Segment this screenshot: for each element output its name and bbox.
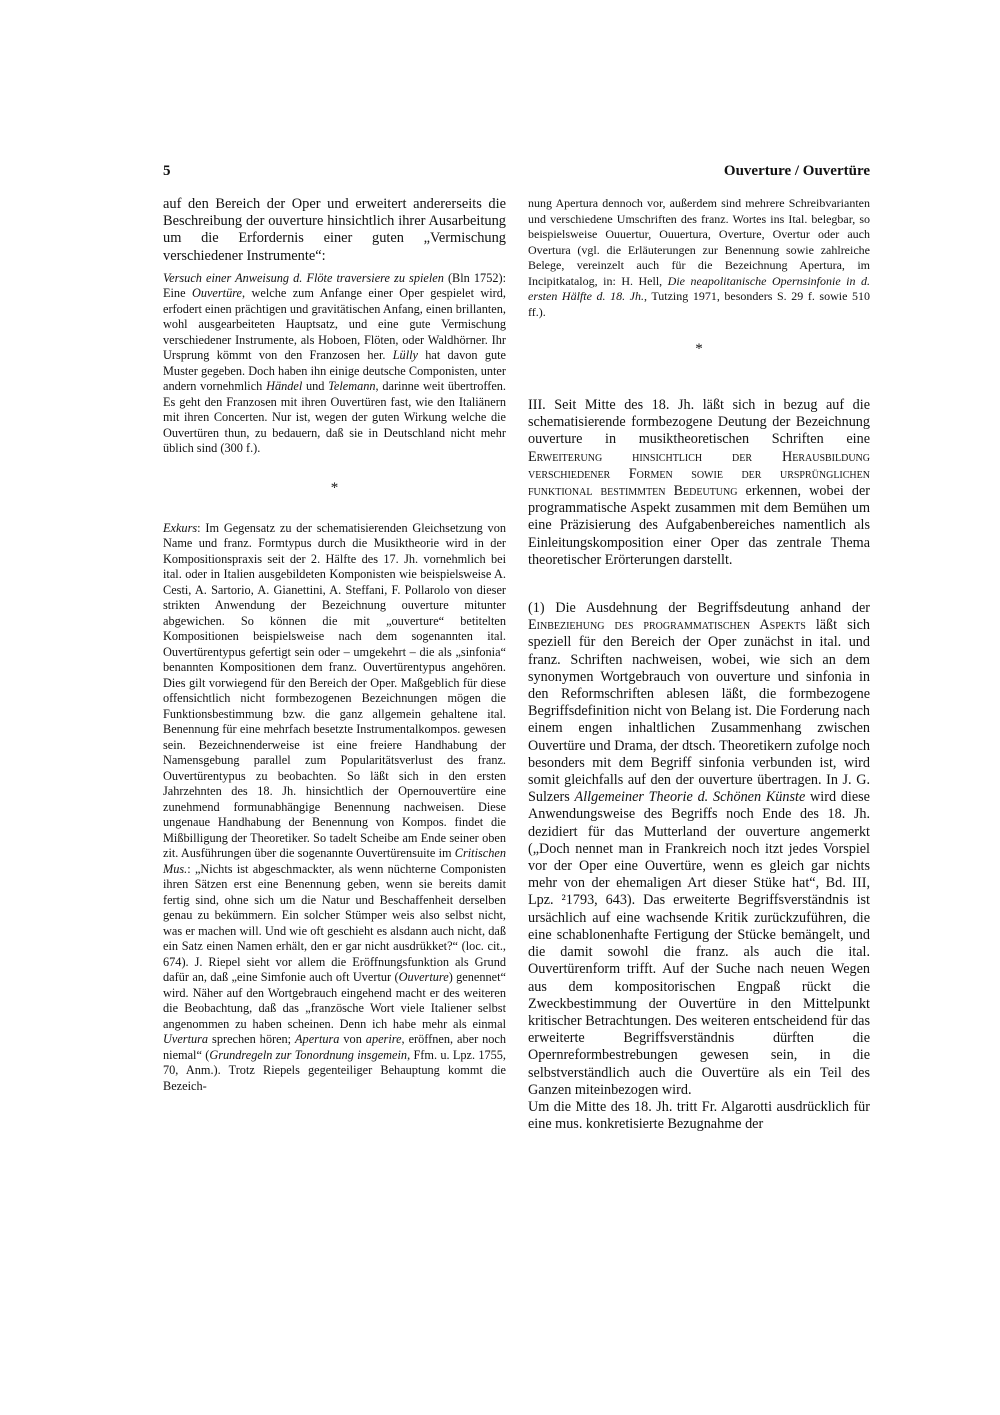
excursus-label: Exkurs [163,520,198,535]
page-number: 5 [163,163,171,179]
intro-paragraph: auf den Bereich der Oper und erweitert andererseits die Beschreibung der ouverture hinsichtlich ihrer Ausarbeitung um die Erfordernis einer guten „Vermischung verschiedener Instrumente“: [163,196,506,264]
page-header [163,163,870,185]
section-iii-paragraph: III. Seit Mitte des 18. Jh. läßt sich in bezug auf die schematisierende formbezogene Deutung der Bezeichnung ouverture in musiktheoretischen Schriften eine Erweiterung hinsichtlich der Herausbildung verschiedener Formen sowie der ursprünglichen funktional bestimmten Bedeutung erkennen, wobei der programmatische Aspekt zusammen mit dem Bemühen um eine Präzisierung des Aufgabenbereiches namentlich als Einleitungskomposition einer Oper das zentrale Thema theoretischer Erörterungen darstellt. [528,397,870,568]
right-column [528,196,870,1133]
quote-title: Versuch einer Anweisung d. Flöte traversiere zu spielen [163,270,444,285]
excursus-paragraph: Exkurs: Im Gegensatz zu der schematisierenden Gleichsetzung von Name und franz. Formtypus durch die Musiktheorie wird in der Kompositionspraxis seit der 2. Hälfte des 17. Jh. vornehmlich bei ital. oder in Italien ausgebildeten Komponisten wie beispielsweise A. Cesti, A. Sartorio, A. Gianettini, A. Steffani, F. Pollarolo von dieser strikten Anwendung der Bezeichnung ouverture mitunter abgewichen. So können die mit „ouverture“ betitelten Kompositionen beispielsweise nach dem sogenannten ital. Ouvertürentypus gefertigt sein oder – umgekehrt – die als „sinfonia“ benannten Kompositionen dem franz. Ouvertürentypus angehören. Dies gilt vorwiegend für den Bereich der Oper. Maßgeblich für diese offensichtlich nicht formbezogenen Bezeichnungen mögen die Funktionsbestimmung bzw. die ganz allgemein gehaltene ital. Benennung für eine mehrfach besetzte Instrumentalkompos. gewesen sein. Bezeichnenderweise ist eine freiere Handhabung der Namensgebung parallel zum Popularitätsverlust des franz. Ouvertürentypus zu beobachten. So läßt sich in den ersten Jahrzehnten des 18. Jh. hinsichtlich der Opernouvertüre eine zunehmend formunabhängige Benennung nachweisen. Diese ungenaue Handhabung der Benennung von Kompos. findet die Mißbilligung der Theoretiker. So tadelt Scheibe am Ende seiner oben zit. Ausführungen über die sogenannte Ouvertürensuite im Critischen Mus.: „Nichts ist abgeschmackter, als wenn nüchterne Componisten ihren Sätzen erst eine Benennung geben, wenn sie bereits damit fertig sind, ohne sich um die Natur und Beschaffenheit derselben genau zu bekümmern. Ein solcher Stümper weis also selbst nicht, was er machen will. Und wie oft geschieht es alsdann auch nicht, daß ein Satz einen Namen erhält, den er gar nicht ausdrükket?“ (loc. cit., 674). J. Riepel sieht vor allem die Eröffnungsfunktion als Grund dafür an, daß „eine Simfonie auch oft Uvertur (Ouverture) genennet“ wird. Näher auf den Wortgebrauch eingehend macht er des weiteren die Beobachtung, daß das „französche Wort viele Italiener selbst angenommen zu haben scheinen. Denn ich habe mehr als einmal Uvertura sprechen hören; Apertura von aperire, eröffnen, aber noch niemal“ (Grundregeln zur Tonordnung insgemein, Ffm. u. Lpz. 1755, 70, Anm.). Trotz Riepels gegenteiliger Behauptung kommt die Bezeich- [163,520,507,1093]
sulzer-title: Allgemeiner Theorie d. Schönen Künste [574,789,806,806]
left-column [163,196,506,1094]
reference-title: Die neapolitanische Opernsinfonie in d. ersten Hälfte d. 18. Jh. [528,273,870,303]
continuation-paragraph: nung Apertura dennoch vor, außerdem sind mehrere Schreibvarianten und verschiedene Umschriften des franz. Wortes ins Ital. belegbar, so beispielsweise Ouuertur, Ouuertura, Overture, Overtur oder auch Overtura (vgl. die Erläuterungen zur Benennung sowie zahlreiche Belege, vereinzelt auch für die Bezeichnung Apertura, im Incipitkatalog, in: H. Hell, Die neapolitanische Opernsinfonie in d. ersten Hälfte d. 18. Jh., Tutzing 1971, besonders S. 29 f. sowie 510 ff.). [528,196,870,319]
small-caps-heading: Einbeziehung des programmatischen Aspekts [528,617,806,634]
subsection-1-paragraph: (1) Die Ausdehnung der Begriffsdeutung anhand der Einbeziehung des programmatischen Aspekts läßt sich speziell für den Bereich der Oper zunächst in ital. und franz. Schriften nachweisen, wobei, wie sich an dem synonymen Wortgebrauch von ouverture und sinfonia in den Reformschriften ablesen läßt, die formbezogene Begriffsdefinition nicht von Belang ist. Die Forderung nach einem engen inhaltlichen Zusammenhang zwischen Ouvertüre und Drama, der dtsch. Theoretikern zufolge noch besonders mit dem Begriff sinfonia verbunden ist, wird somit gleichfalls auf den der ouverture übertragen. In J. G. Sulzers Allgemeiner Theorie d. Schönen Künste wird diese Anwendungsweise des Begriffs noch Ende des 18. Jh. dezidiert für das Mutterland der ouverture angemerkt („Doch nennet man in Frankreich noch itzt jedes Vorspiel vor der Oper eine Ouvertüre, wenn es gleich gar nichts mehr von der ehemaligen Art dieser Stüke hat“, Bd. III, Lpz. ²1793, 643). Das erweiterte Begriffsverständnis ist ursächlich auf eine wachsende Kritik zurückzuführen, die eine schablonenhafte Fertigung der Stücke bemängelt, und die damit sowohl die franz. als auch die ital. Ouvertürenform trifft. Auf der Suche nach neuen Wegen aus dem kompositorischen Engpaß rückt die Zweckbestimmung der Ouvertüre in den Mittelpunkt kritischer Betrachtungen. Des weiteren entscheidend für das erweiterte Begriffsverständnis dürften die Opernreformbestrebungen gewesen sein, in die selbstverständlich auch die Ouvertüre als ein Teil des Ganzen miteinbezogen wird. [528,600,871,1098]
section-separator: * [330,479,339,496]
algarotti-paragraph: Um die Mitte des 18. Jh. tritt Fr. Algarotti ausdrücklich für eine mus. konkretisierte Bezugnahme der [528,1098,870,1133]
section-separator: * [695,341,703,357]
quote-paragraph: Versuch einer Anweisung d. Flöte traversiere zu spielen (Bln 1752): Eine Ouvertüre, welche zum Anfange einer Oper gespielet wird, erfodert einen prächtigen und gravitätischen Anfang, einen brillanten, wohl ausgearbeiteten Hauptsatz, und eine gute Vermischung verschiedener Instrumente, als Hoboen, Flöten, oder Waldhörner. Ihr Ursprung kömmt von den Franzosen her. Lülly hat davon gute Muster gegeben. Doch haben ihn einige deutsche Componisten, unter andern vornehmlich Händel und Telemann, darinne weit übertroffen. Es geht den Franzosen mit ihren Ouvertüren fast, wie den Italiänern mit ihren Concerten. Nur ist, wegen der guten Wirkung welche die Ouvertüren thun, zu bedauern, daß sie in Deutschland nicht mehr üblich sind (300 f.). [163,270,507,456]
running-title: Ouverture / Ouvertüre [723,163,870,179]
small-caps-heading: Erweiterung hinsichtlich der Herausbildung verschiedener Formen sowie der ursprünglichen funktional bestimmten Bedeutung [528,448,870,500]
